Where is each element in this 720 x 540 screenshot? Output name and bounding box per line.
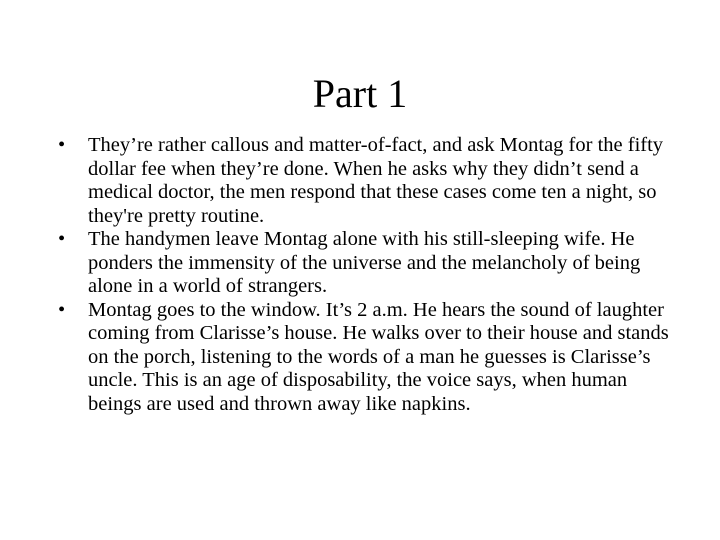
bullet-text: Montag goes to the window. It’s 2 a.m. He hears the sound of laughter coming from Clarisse’s house. He walks over to their house and stands on the porch, listening to the words of a man he guesses is Clarisse’s uncle. This is an age of disposability, the voice says, when human beings are used and thrown away like napkins. bbox=[88, 298, 669, 415]
slide-title: Part 1 bbox=[312, 71, 408, 116]
bullet-marker: • bbox=[58, 134, 66, 156]
bullet-text: The handymen leave Montag alone with his still-sleeping wife. He ponders the immensity of the universe and the melancholy of being alone in a world of strangers. bbox=[88, 228, 641, 297]
bullet-item bbox=[58, 134, 678, 228]
bullet-marker: • bbox=[58, 298, 66, 321]
bullet-marker: • bbox=[58, 228, 66, 250]
bullet-list bbox=[58, 134, 678, 416]
bullet-item bbox=[58, 299, 678, 417]
bullet-item bbox=[58, 228, 678, 299]
bullet-text: They’re rather callous and matter-of-fact, and ask Montag for the fifty dollar fee when they’re done. When he asks why they didn’t send a medical doctor, the men respond that these cases come ten a night, so they're pretty routine. bbox=[88, 134, 664, 227]
